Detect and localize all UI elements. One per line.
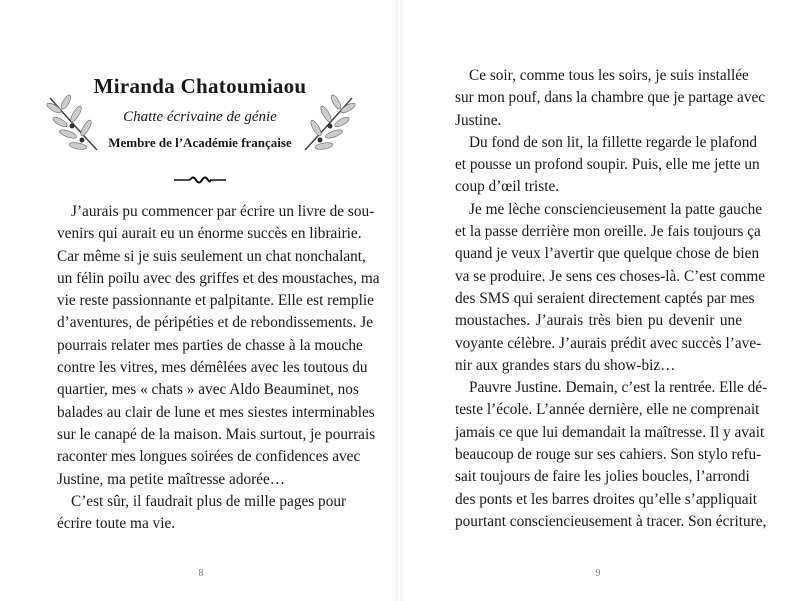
ornament-divider-icon <box>172 174 228 186</box>
text-line: nir aux grandes stars du show-biz… <box>455 356 676 374</box>
text-line: Je me lèche consciencieusement la patte gauche <box>469 200 763 218</box>
text-line: et pousse un profond soupir. Puis, elle me jette un <box>455 156 760 174</box>
text-line: quartier, mes « chats » avec Aldo Beauminet, nos <box>57 381 359 399</box>
text-line: pourrais relater mes parties de chasse à la mouche <box>57 336 363 354</box>
text-line: raconter mes longues soirées de confidences avec <box>57 448 361 466</box>
text-line: écrire toute ma vie. <box>57 515 176 533</box>
text-line: teste l’école. L’année dernière, elle ne comprenait <box>455 401 760 419</box>
text-line: vie reste passionnante et palpitante. Elle est remplie <box>57 292 374 310</box>
text-line: beaucoup de rouge sur ses cahiers. Son stylo refu- <box>455 446 762 464</box>
paragraph <box>57 201 380 491</box>
text-line: Du fond de son lit, la fillette regarde le plafond <box>469 133 757 151</box>
text-line: des SMS qui seraient directement captés par mes <box>455 289 755 307</box>
paragraph <box>455 132 760 199</box>
text-line: jamais ce que lui demandait la maîtresse. Il y avait <box>455 423 765 441</box>
text-line: sait toujours de faire les jolies boucles, l’arrondi <box>455 468 750 486</box>
text-line: moustaches. J’aurais très bien pu devenir une <box>455 312 742 330</box>
text-line: voyante célèbre. J’aurais prédit avec succès l’ave- <box>455 334 762 352</box>
text-line: un félin poilu avec des griffes et des moustaches, ma <box>57 269 380 287</box>
text-line: pourtant consciencieusement à tracer. Son écriture, <box>455 512 767 530</box>
text-line: Justine. <box>455 111 502 129</box>
paragraph <box>455 377 768 533</box>
right-page-text <box>455 65 768 533</box>
text-line: Car même si je suis seulement un chat nonchalant, <box>57 247 366 265</box>
text-line: J’aurais pu commencer par écrire un livre de sou- <box>71 203 375 220</box>
text-line: contre les vitres, mes démêlées avec les toutous du <box>57 359 368 377</box>
text-line: d’aventures, de péripéties et de rebondissements. Je <box>57 314 374 332</box>
text-line: Justine, ma petite maîtresse adorée… <box>57 470 286 488</box>
text-line: sur mon pouf, dans la chambre que je partage avec <box>455 89 766 107</box>
left-page <box>0 0 398 601</box>
author-subtitle: Chatte écrivaine de génie <box>123 109 277 125</box>
olive-branch-left-icon <box>42 88 112 158</box>
text-line: Ce soir, comme tous les soirs, je suis installée <box>469 67 749 84</box>
text-line: et la passe derrière mon oreille. Je fais toujours ça <box>455 223 761 241</box>
text-line: des ponts et les barres droites qu’elle s’appliquait <box>455 490 758 508</box>
olive-branch-right-icon <box>290 88 360 158</box>
author-membership: Membre de l’Académie française <box>108 135 292 150</box>
page-number: 9 <box>595 568 601 579</box>
text-line: va se produire. Je sens ces choses-là. C’est comme <box>455 267 766 285</box>
text-line: C’est sûr, il faudrait plus de mille pages pour <box>71 492 347 510</box>
page-number: 8 <box>198 568 204 579</box>
paragraph <box>57 491 347 536</box>
left-page-text <box>57 201 380 535</box>
author-name: Miranda Chatoumiaou <box>93 74 307 98</box>
text-line: sur le canapé de la maison. Mais surtout, je pourrais <box>57 425 376 443</box>
text-line: coup d’œil triste. <box>455 178 560 196</box>
text-line: Pauvre Justine. Demain, c’est la rentrée. Elle dé- <box>469 379 768 397</box>
author-header <box>40 68 360 151</box>
text-line: quand je veux l’avertir que quelque chose de bien <box>455 245 760 263</box>
right-page <box>400 0 798 601</box>
text-line: venirs qui aurait eu un énorme succès en librairie. <box>57 225 362 243</box>
paragraph <box>455 199 766 377</box>
paragraph <box>455 65 766 132</box>
text-line: balades au clair de lune et mes siestes interminables <box>57 403 375 421</box>
